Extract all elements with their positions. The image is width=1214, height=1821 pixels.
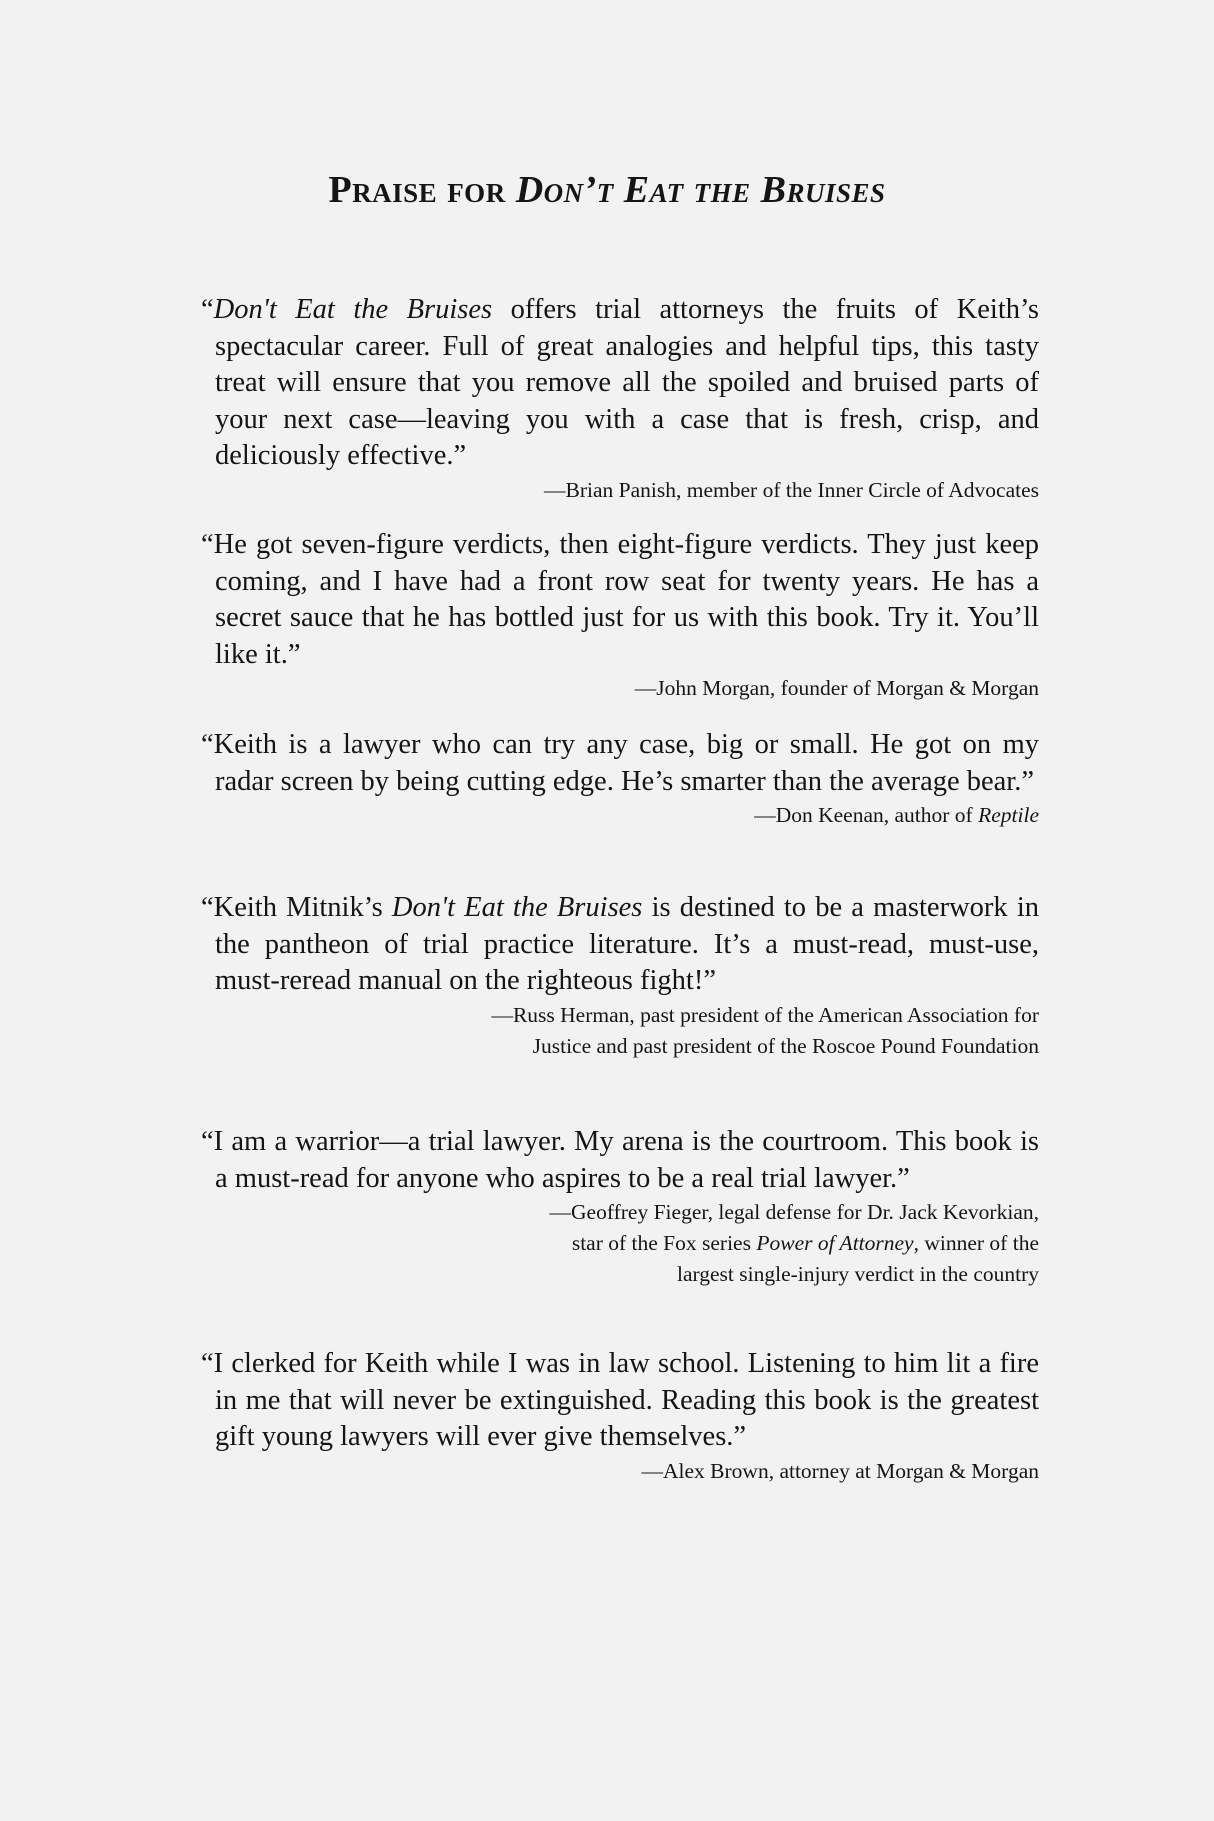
attribution-show-title: Power of Attorney <box>756 1231 914 1255</box>
attribution-book-title: Reptile <box>978 803 1039 827</box>
attribution-text: , winner of the <box>913 1231 1039 1255</box>
quote-text: “Keith Mitnik’s <box>201 892 392 923</box>
praise-blurb <box>201 527 1039 704</box>
praise-quote <box>201 292 1039 475</box>
attribution-line: —Russ Herman, past president of the American Association for <box>491 1002 1039 1027</box>
attribution-line: —Geoffrey Fieger, legal defense for Dr. Jack Kevorkian, <box>549 1200 1039 1224</box>
praise-attribution <box>201 1000 1039 1062</box>
attribution-text: star of the Fox series <box>571 1231 757 1255</box>
praise-quote: “I am a warrior—a trial lawyer. My arena is the courtroom. This book is a must-read for anyone who aspires to be a real trial lawyer.” <box>201 1126 1039 1194</box>
attribution-line: Justice and past president of the Roscoe Pound Foundation <box>532 1033 1039 1058</box>
quote-book-title: Don't Eat the Bruises <box>213 294 493 325</box>
attribution-line <box>572 1231 1039 1255</box>
quote-open-mark: “ <box>201 294 214 325</box>
page-title-prefix: Praise for <box>328 169 516 211</box>
praise-quote: “He got seven-figure verdicts, then eight-figure verdicts. They just keep coming, and I have had a front row seat for twenty years. He has a secret sauce that he has bottled just for us with this book. Try it. You’ll like it.” <box>201 529 1039 670</box>
praise-attribution <box>201 800 1039 831</box>
praise-blurb <box>201 1346 1039 1487</box>
quote-text: is destined to be a masterwork in the pantheon of trial practice literature. It’s a must-read, must-use, must-reread manual on the righteous fight!” <box>215 892 1039 996</box>
quote-book-title: Don't Eat the Bruises <box>391 892 643 923</box>
praise-blurb <box>201 292 1039 506</box>
page-title-book-name: Don’t Eat the Bruises <box>515 169 886 211</box>
attribution-text: —Don Keenan, author of <box>754 803 979 827</box>
attribution-line: largest single-injury verdict in the country <box>676 1262 1039 1286</box>
praise-blurb <box>201 1124 1039 1290</box>
praise-attribution <box>201 1197 1039 1290</box>
praise-attribution: —Brian Panish, member of the Inner Circle of Advocates <box>544 477 1039 502</box>
quote-text: offers trial attorneys the fruits of Keith’s spectacular career. Full of great analogies and helpful tips, this tasty treat will ensure that you remove all the spoiled and bruised parts of your next case—leaving you with a case that is fresh, crisp, and deliciously effective.” <box>215 294 1040 471</box>
praise-quote <box>201 890 1039 1000</box>
praise-blurb <box>201 727 1039 831</box>
page-title <box>0 168 1214 212</box>
praise-attribution: —Alex Brown, attorney at Morgan & Morgan <box>641 1458 1039 1483</box>
praise-quote: “Keith is a lawyer who can try any case, big or small. He got on my radar screen by being cutting edge. He’s smarter than the average bear.” <box>201 729 1039 797</box>
praise-blurb <box>201 890 1039 1062</box>
praise-attribution: —John Morgan, founder of Morgan & Morgan <box>634 676 1039 700</box>
praise-quote: “I clerked for Keith while I was in law school. Listening to him lit a fire in me that will never be extinguished. Reading this book is the greatest gift young lawyers will ever give themselves.” <box>201 1348 1039 1452</box>
